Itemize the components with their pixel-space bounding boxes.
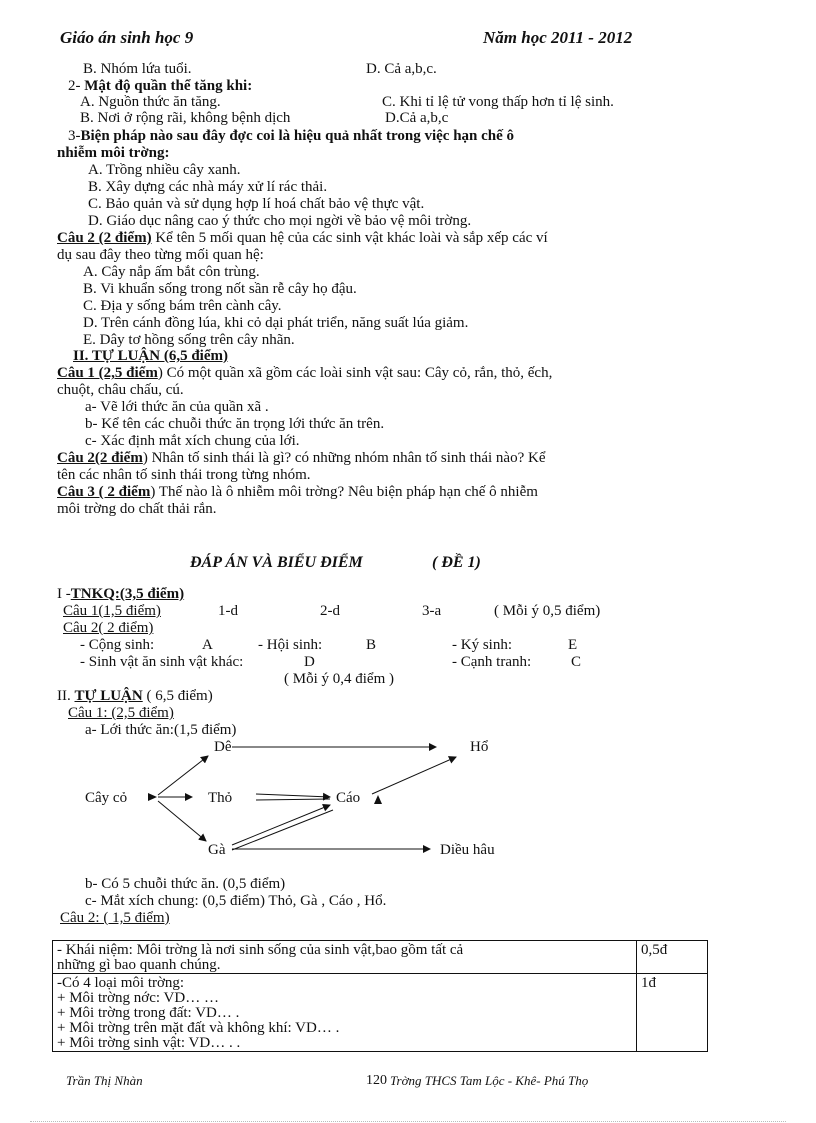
part1-question-2-text-cont: dụ sau đây theo từng mối quan hệ: [57,247,264,263]
table-line: - Khái niệm: Môi trờng là nơi sinh sống của sinh vật,bao gồm tất cả [57,942,464,958]
table-cell-content [53,974,637,1052]
answer-ky-sinh-value: E [568,637,578,653]
arrow-tho-cao [256,794,330,797]
page-bottom-divider [30,1121,786,1122]
relation-a: A. Cây nắp ấm bắt côn trùng. [83,264,260,280]
arrow-tho-cao-2 [256,799,330,800]
node-tho: Thỏ [208,790,233,806]
option-2b: B. Nơi ở rộng rãi, không bệnh dịch [80,110,291,126]
question-3-text-cont: nhiễm môi trờng: [57,145,170,161]
essay-question-1-head: Câu 1 (2,5 điểm [57,365,158,381]
essay-question-1-text-cont: chuột, châu chấu, cú. [57,382,184,398]
part1-question-2-text: Kể tên 5 mối quan hệ của các sinh vật khác loài và sắp xếp các ví [151,230,548,246]
answer-q1-note: ( Mỗi ý 0,5 điểm) [494,603,601,619]
essay-question-1-text: ) Có một quần xã gồm các loài sinh vật sau: Cây cỏ, rắn, thỏ, ếch, [157,365,553,381]
arrow-marker-cayco [148,793,157,801]
node-de: Dê [214,739,232,755]
relation-c: C. Địa y sống bám trên cành cây. [83,298,282,314]
arrow-ga-cao [232,805,330,845]
table-row [53,974,708,1052]
answer-cong-sinh-value: A [202,637,213,653]
arrow-marker-cao [374,795,382,804]
arrow-cayco-ga [158,801,206,841]
answer-essay-q2-head: Câu 2: ( 1,5 điểm) [60,910,170,926]
question-2-text: Mật độ quần thể tăng khi: [84,78,253,94]
answer-q1-1: 1-d [218,603,238,619]
answer-q1-3: 3-a [422,603,442,619]
essay-question-2-text: ) Nhân tố sinh thái là gì? có những nhóm nhân tố sinh thái nào? Kể [142,450,546,466]
node-ho: Hổ [470,739,489,755]
answer-canh-tranh: - Cạnh tranh: [452,654,532,670]
relation-d: D. Trên cánh đồng lúa, khi cỏ dại phát triển, năng suất lúa giảm. [83,315,469,331]
question-2-number: 2- [68,78,85,94]
essay-question-3-text-cont: môi trờng do chất thải rắn. [57,501,217,517]
arrow-ga-cao-2 [232,810,333,850]
scoring-table [52,940,708,1052]
answer-essay-q1-head: Câu 1: (2,5 điểm) [68,705,174,721]
option-2c: C. Khi tỉ lệ tử vong thấp hơn tỉ lệ sinh. [382,94,614,110]
essay-question-2-head: Câu 2(2 điểm [57,450,143,466]
footer-author: Trần Thị Nhàn [66,1073,143,1088]
option-3b: B. Xây dựng các nhà máy xử lí rác thải. [88,179,328,195]
table-line: + Môi trờng trong đất: VD… . [57,1005,240,1021]
node-dieu-hau: Diều hâu [440,842,495,858]
header-left: Giáo án sinh học 9 [60,28,194,47]
answer-essay-prefix: II. [57,688,75,704]
answer-canh-tranh-value: C [571,654,582,670]
part1-question-2-head: Câu 2 (2 điểm) [57,230,152,246]
answer-cong-sinh: - Cộng sinh: [80,637,155,653]
answer-essay-q1c: c- Mắt xích chung: (0,5 điểm) Thỏ, Gà , Cáo , Hổ. [85,893,387,909]
answer-essay-q1a: a- Lới thức ăn:(1,5 điểm) [85,722,237,738]
relation-e: E. Dây tơ hồng sống trên cây nhãn. [83,332,295,348]
answer-sv-an-sv: - Sinh vật ăn sinh vật khác: [80,654,244,670]
footer-school: Trờng THCS Tam Lộc - Khê- Phú Thọ [390,1073,589,1088]
answer-essay-title: TỰ LUẬN [74,688,143,704]
footer-page-number: 120 [366,1073,387,1088]
answer-title: ĐÁP ÁN VÀ BIỂU ĐIỂM [190,554,363,571]
option-1b: B. Nhóm lứa tuổi. [83,61,192,77]
answer-mcq-title: TNKQ:(3,5 điểm) [70,586,185,602]
relation-b: B. Vi khuẩn sống trong nốt sần rễ cây họ đậu. [83,281,357,297]
table-line: -Có 4 loại môi trờng: [57,975,185,991]
table-line: + Môi trờng trên mặt đất và không khí: VD… . [57,1020,340,1036]
essay-question-2-text-cont: tên các nhân tố sinh thái trong từng nhóm. [57,467,311,483]
question-3-number: 3- [68,128,81,144]
answer-q1-head: Câu 1(1,5 điểm) [63,603,161,619]
answer-essay-q1b: b- Có 5 chuỗi thức ăn. (0,5 điểm) [85,876,286,892]
table-line: + Môi trờng sinh vật: VD… . . [57,1035,241,1051]
essay-question-3-text: ) Thế nào là ô nhiễm môi trờng? Nêu biện pháp hạn chế ô nhiễm [150,484,538,500]
essay-question-1c: c- Xác định mắt xích chung của lới. [85,433,300,449]
essay-question-1b: b- Kể tên các chuỗi thức ăn trọng lới thức ăn trên. [85,416,385,432]
answer-essay-suffix: ( 6,5 điểm) [142,688,213,704]
node-cay-co: Cây cỏ [85,790,128,806]
node-ga: Gà [208,842,226,858]
table-cell-content [53,941,637,974]
table-line: + Môi trờng nớc: VD… … [57,990,219,1006]
answer-q2-note: ( Mỗi ý 0,4 điểm ) [284,671,394,687]
option-3c: C. Bảo quản và sử dụng hợp lí hoá chất bảo vệ thực vật. [88,196,425,212]
question-3-text: Biện pháp nào sau đây đợc coi là hiệu quả nhất trong việc hạn chế ô [80,128,515,144]
answer-hoi-sinh: - Hội sinh: [258,637,323,653]
table-line: những gì bao quanh chúng. [57,957,221,973]
answer-ky-sinh: - Ký sinh: [452,637,512,653]
table-cell-score: 0,5đ [637,941,708,974]
arrow-cayco-de [158,756,208,795]
answer-q1-2: 2-d [320,603,340,619]
arrow-cao-ho [372,757,456,794]
option-2a: A. Nguồn thức ăn tăng. [80,94,221,110]
option-1d: D. Cả a,b,c. [366,61,437,77]
option-3d: D. Giáo dục nâng cao ý thức cho mọi ngời về bảo vệ môi trờng. [88,213,472,229]
essay-question-1a: a- Vẽ lới thức ăn của quần xã . [85,399,269,415]
table-cell-score: 1đ [637,974,708,1052]
essay-heading: II. TỰ LUẬN (6,5 điểm) [73,348,229,364]
answer-q2-head: Câu 2( 2 điểm) [63,620,154,636]
option-2d: D.Cả a,b,c [385,110,449,126]
node-cao: Cáo [336,790,361,806]
answer-sv-an-sv-value: D [304,654,315,670]
header-right: Năm học 2011 - 2012 [483,28,633,47]
essay-question-3-head: Câu 3 ( 2 điểm [57,484,151,500]
table-row [53,941,708,974]
option-3a: A. Trồng nhiều cây xanh. [88,162,241,178]
answer-hoi-sinh-value: B [366,637,377,653]
answer-mcq-prefix: I - [57,586,71,602]
answer-exam-number: ( ĐỀ 1) [432,554,481,571]
